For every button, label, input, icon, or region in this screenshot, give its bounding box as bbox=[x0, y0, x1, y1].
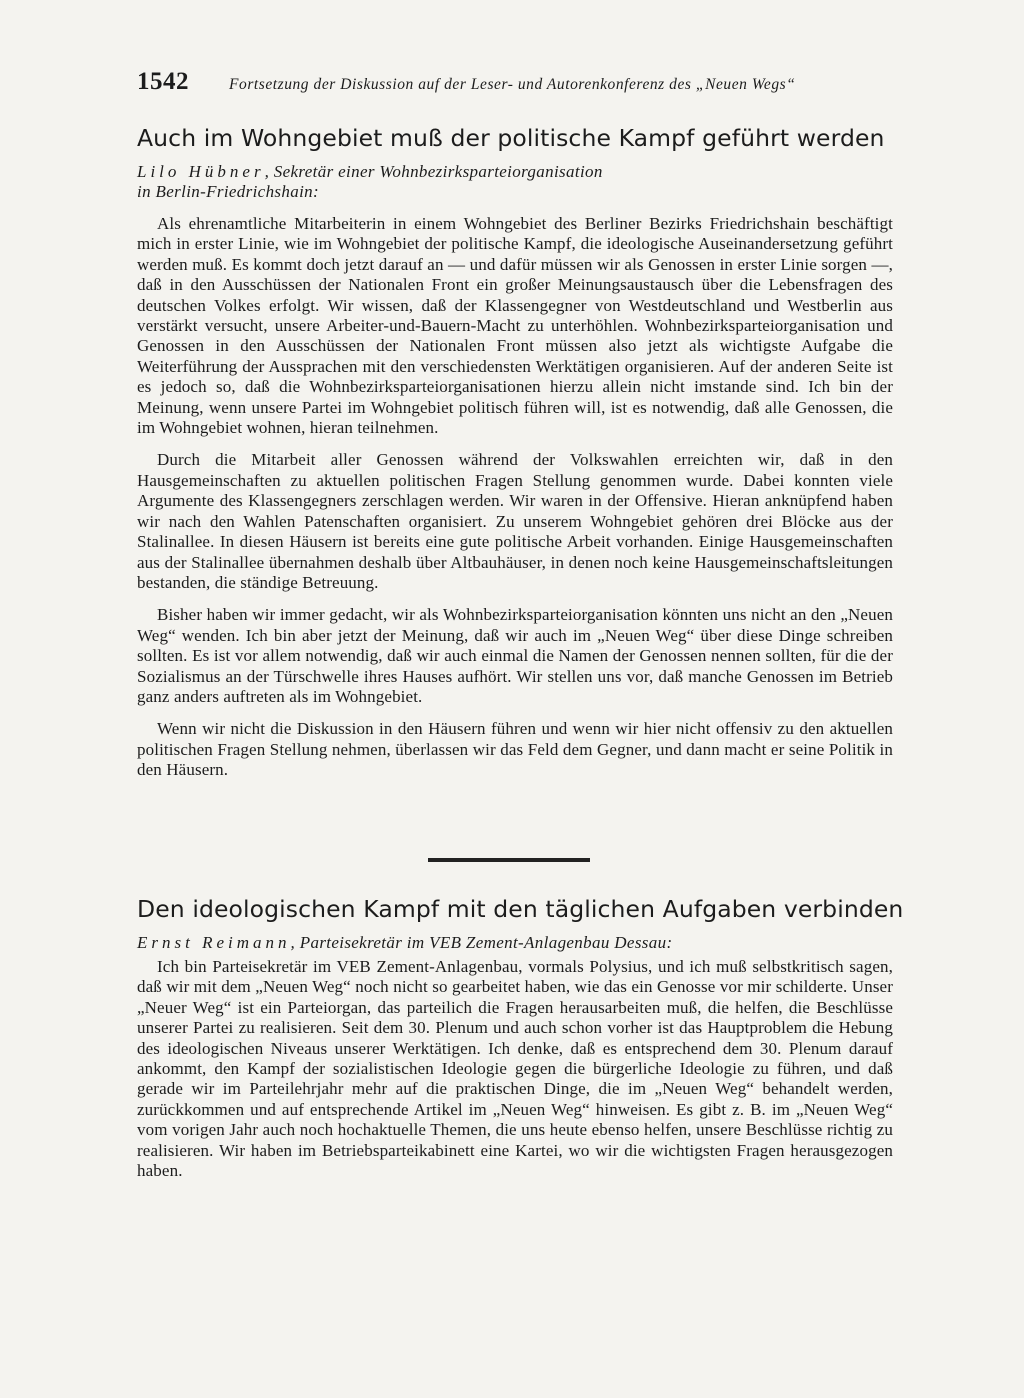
page-header bbox=[137, 68, 893, 102]
section-title: Den ideologischen Kampf mit den täglichen Aufgaben verbinden bbox=[137, 895, 904, 923]
paragraph: Durch die Mitarbeit aller Genossen während der Volkswahlen erreichten wir, daß in den Hausgemeinschaften zu aktuellen politischen Fragen Stellung genommen wurde. Dabei konnten viele Argumente des Klassengegners zerschlagen werden. Wir waren in der Offensive. Hieran anknüpfend haben wir nach den Wahlen Patenschaften organisiert. Zu unserem Wohngebiet gehören drei Blöcke aus der Stalinallee. In diesen Häusern ist bereits eine gute politische Arbeit vorhanden. Einige Hausgemeinschaften aus der Stalinallee übernahmen deshalb über Altbauhäuser, in denen noch keine Hausgemeinschaftsleitungen bestanden, die ständige Betreuung. bbox=[137, 450, 893, 592]
author-name: Lilo Hübner bbox=[137, 162, 265, 181]
paragraph: Bisher haben wir immer gedacht, wir als Wohnbezirksparteiorganisation könnten uns nicht an den „Neuen Weg“ wenden. Ich bin aber jetzt der Meinung, daß wir auch im „Neuen Weg“ über diese Dinge schreiben sollten. Es ist vor allem notwendig, daß wir auch einmal die Namen der Genossen nennen sollten, für die der Sozialismus an der Türschwelle ihres Hauses aufhört. Wir stellen uns vor, daß manche Genossen im Betrieb ganz anders auftreten als im Wohngebiet. bbox=[137, 605, 893, 706]
author-line bbox=[137, 933, 893, 953]
author-location: in Berlin-Friedrichshain: bbox=[137, 182, 320, 201]
page-number: 1542 bbox=[137, 68, 189, 95]
paragraph: Wenn wir nicht die Diskussion in den Häusern führen und wenn wir hier nicht offensiv zu den aktuellen politischen Fragen Stellung nehmen, überlassen wir das Feld dem Gegner, und dann macht er seine Politik in den Häusern. bbox=[137, 719, 893, 780]
section-title: Auch im Wohngebiet muß der politische Kampf geführt werden bbox=[137, 124, 885, 152]
paragraph: Als ehrenamtliche Mitarbeiterin in einem Wohngebiet des Berliner Bezirks Friedrichshain beschäftigt mich in erster Linie, wie im Wohngebiet der politische Kampf, die ideologische Auseinandersetzung geführt werden muß. Es kommt doch jetzt darauf an — und dafür müssen wir als Genossen in erster Linie sorgen —, daß in den Ausschüssen der Nationalen Front ein großer Meinungsaustausch über die Lebensfragen des deutschen Volkes erfolgt. Wir wissen, daß der Klassengegner von Westdeutschland und Westberlin aus verstärkt versucht, unsere Arbeiter-und-Bauern-Macht zu unterhöhlen. Wohnbezirksparteiorganisation und Genossen in den Ausschüssen der Nationalen Front müssen also jetzt als wichtigste Aufgabe die Weiterführung der Aussprachen mit den verschiedensten Werktätigen organisieren. Auf der anderen Seite ist es jedoch so, daß die Wohnbezirksparteiorganisationen hierzu allein nicht imstande sind. Ich bin der Meinung, wenn unsere Partei im Wohngebiet politisch führen will, ist es notwendig, daß alle Genossen, die im Wohngebiet wohnen, hieran teilnehmen. bbox=[137, 214, 893, 438]
author-line bbox=[137, 162, 893, 202]
author-role: , Sekretär einer Wohnbezirksparteiorganisation bbox=[264, 162, 603, 181]
author-role: , Parteisekretär im VEB Zement-Anlagenbau Dessau: bbox=[290, 933, 673, 952]
article-section-1 bbox=[137, 122, 893, 781]
running-title: Fortsetzung der Diskussion auf der Leser- und Autorenkonferenz des „Neuen Wegs“ bbox=[229, 76, 796, 93]
article-section-2 bbox=[137, 893, 904, 1181]
paragraph: Ich bin Parteisekretär im VEB Zement-Anlagenbau, vormals Polysius, und ich muß selbstkritisch sagen, daß wir mit dem „Neuen Weg“ noch nicht so gearbeitet haben, wie das ein Genosse vor mir schilderte. Unser „Neuer Weg“ ist ein Parteiorgan, das parteilich die Fragen herausarbeiten muß, die helfen, die Beschlüsse unserer Partei zu realisieren. Seit dem 30. Plenum und auch schon vorher ist das Hauptproblem die Hebung des ideologischen Niveaus unserer Werktätigen. Ich denke, daß es entsprechend dem 30. Plenum darauf ankommt, den Kampf der sozialistischen Ideologie gegen die bürgerliche Ideologie zu führen, und daß gerade wir im Parteilehrjahr mehr auf die praktischen Dinge, die im „Neuen Weg“ behandelt werden, zurückkommen und auf entsprechende Artikel im „Neuen Weg“ hinweisen. Es gibt z. B. im „Neuen Weg“ vom vorigen Jahr auch noch hochaktuelle Themen, die uns heute ebenso helfen, unsere Beschlüsse richtig zu realisieren. Wir haben im Betriebsparteikabinett eine Kartei, wo wir die wichtigsten Fragen herausgezogen haben. bbox=[137, 957, 893, 1181]
author-name: Ernst Reimann bbox=[137, 933, 291, 952]
section-divider bbox=[428, 858, 590, 862]
